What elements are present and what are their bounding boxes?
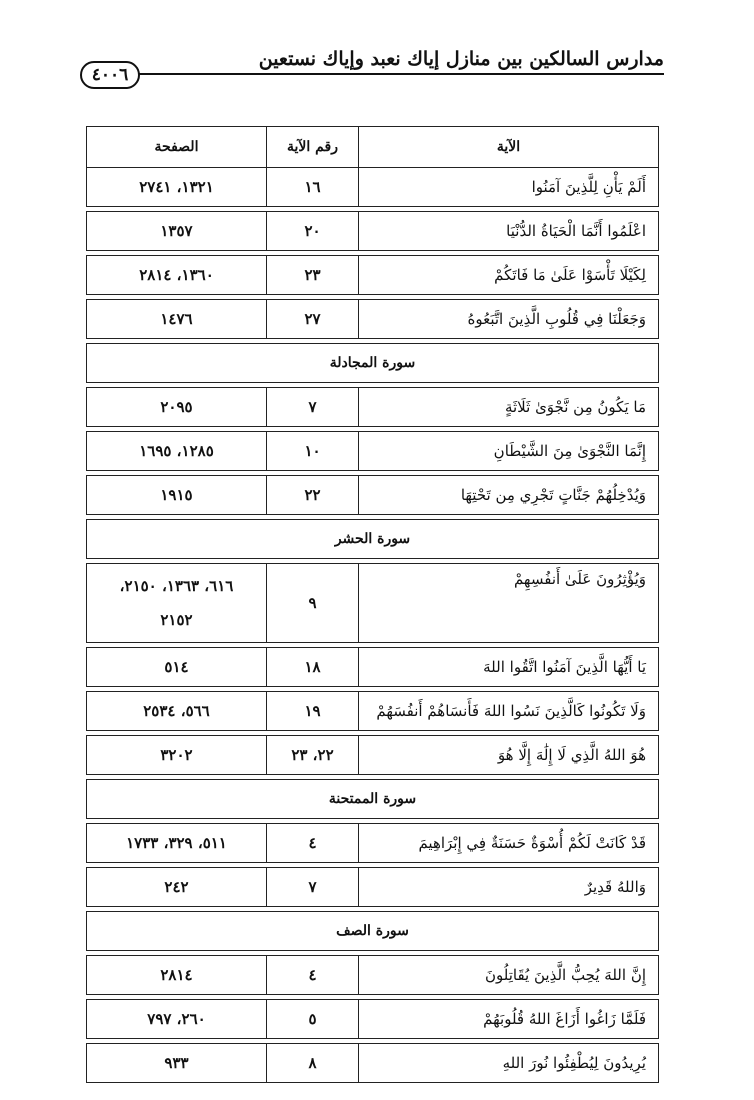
page-refs — [87, 300, 267, 339]
surah-heading-row — [87, 912, 659, 951]
ayah-text: يَا أَيُّهَا الَّذِينَ آمَنُوا اتَّقُوا اللهَ — [359, 648, 659, 687]
ayah-text: وَلَا تَكُونُوا كَالَّذِينَ نَسُوا اللهَ فَأَنسَاهُمْ أَنفُسَهُمْ — [359, 692, 659, 731]
page-refs-line: ٢٠٩٥ — [160, 398, 193, 416]
table-row — [87, 168, 659, 207]
ayah-number: ٢٣ — [267, 256, 359, 295]
header-ayah-number: رقم الآية — [267, 127, 359, 168]
ayah-number: ٨ — [267, 1044, 359, 1083]
page-refs — [87, 476, 267, 515]
page-refs-line: ١٣٦٠، ٢٨١٤ — [139, 266, 214, 284]
table-row — [87, 1044, 659, 1083]
running-title: مدارس السالكين بين منازل إياك نعبد وإياك نستعين — [258, 48, 664, 70]
page-refs — [87, 824, 267, 863]
page-refs-line: ٩٣٣ — [164, 1054, 189, 1072]
page-refs-line: ١٤٧٦ — [160, 310, 193, 328]
ayah-number: ١٠ — [267, 432, 359, 471]
page-refs — [87, 256, 267, 295]
page-refs-line: ٢١٥٢ — [160, 611, 193, 629]
ayah-text: قَدْ كَانَتْ لَكُمْ أُسْوَةٌ حَسَنَةٌ فِي إِبْرَاهِيمَ — [359, 824, 659, 863]
ayah-number: ١٩ — [267, 692, 359, 731]
ayah-text: وَجَعَلْنَا فِي قُلُوبِ الَّذِينَ اتَّبَعُوهُ — [359, 300, 659, 339]
table-row — [87, 648, 659, 687]
page-refs-line: ١٣٥٧ — [160, 222, 193, 240]
ayah-text: مَا يَكُونُ مِن نَّجْوَىٰ ثَلَاثَةٍ — [359, 388, 659, 427]
table-row — [87, 564, 659, 643]
ayah-text: وَاللهُ قَدِيرٌ — [359, 868, 659, 907]
page-refs — [87, 1044, 267, 1083]
ayah-number: ٧ — [267, 388, 359, 427]
page-header — [78, 40, 664, 98]
header-ayah: الآية — [359, 127, 659, 168]
page-refs — [87, 212, 267, 251]
table-row — [87, 212, 659, 251]
ayah-number: ٧ — [267, 868, 359, 907]
ayah-number: ٢٧ — [267, 300, 359, 339]
ayah-text: يُرِيدُونَ لِيُطْفِئُوا نُورَ اللهِ — [359, 1044, 659, 1083]
page-refs — [87, 432, 267, 471]
page-refs — [87, 564, 267, 643]
ayah-number: ٩ — [267, 564, 359, 643]
page-refs-line: ١٣٢١، ٢٧٤١ — [139, 178, 214, 196]
page-refs — [87, 1000, 267, 1039]
ayah-number: ٢٢ — [267, 476, 359, 515]
ayah-text: لِكَيْلَا تَأْسَوْا عَلَىٰ مَا فَاتَكُمْ — [359, 256, 659, 295]
table-row — [87, 736, 659, 775]
page-refs-line: ٢٤٢ — [164, 878, 189, 896]
page-refs — [87, 388, 267, 427]
page-refs-line: ١٩١٥ — [160, 486, 193, 504]
ayah-text: هُوَ اللهُ الَّذِي لَا إِلَٰهَ إِلَّا هُوَ — [359, 736, 659, 775]
ayah-number: ٤ — [267, 824, 359, 863]
surah-name: سورة الممتحنة — [87, 780, 659, 819]
surah-name: سورة الصف — [87, 912, 659, 951]
table-row — [87, 300, 659, 339]
surah-name: سورة الحشر — [87, 520, 659, 559]
table-row — [87, 824, 659, 863]
table-row — [87, 432, 659, 471]
page-refs-line: ٥٦٦، ٢٥٣٤ — [143, 702, 210, 720]
page-refs — [87, 692, 267, 731]
header-rule — [136, 73, 664, 75]
ayah-text: فَلَمَّا زَاغُوا أَزَاغَ اللهُ قُلُوبَهُمْ — [359, 1000, 659, 1039]
ayah-text: إِنَّمَا النَّجْوَىٰ مِنَ الشَّيْطَانِ — [359, 432, 659, 471]
table-header-row — [87, 127, 659, 168]
ayah-number: ٥ — [267, 1000, 359, 1039]
ayah-number: ٢٠ — [267, 212, 359, 251]
table-row — [87, 956, 659, 995]
page-refs-line: ٥١٤ — [164, 658, 189, 676]
table-row — [87, 692, 659, 731]
page-refs-line: ٦١٦، ١٣٦٣، ٢١٥٠، — [119, 577, 234, 595]
ayah-number: ٢٢، ٢٣ — [267, 736, 359, 775]
surah-name: سورة المجادلة — [87, 344, 659, 383]
page-refs — [87, 956, 267, 995]
ayah-number: ١٦ — [267, 168, 359, 207]
table-row — [87, 1000, 659, 1039]
table-row — [87, 476, 659, 515]
ayah-text: إِنَّ اللهَ يُحِبُّ الَّذِينَ يُقَاتِلُونَ — [359, 956, 659, 995]
header-page: الصفحة — [87, 127, 267, 168]
page-refs — [87, 168, 267, 207]
table-row — [87, 256, 659, 295]
page-number-badge — [80, 61, 140, 89]
page-refs — [87, 648, 267, 687]
ayah-text: وَيُؤْثِرُونَ عَلَىٰ أَنفُسِهِمْ — [359, 564, 659, 643]
surah-heading-row — [87, 520, 659, 559]
page-refs-line: ٥١١، ٣٢٩، ١٧٣٣ — [126, 834, 227, 852]
ayah-text: اعْلَمُوا أَنَّمَا الْحَيَاةُ الدُّنْيَا — [359, 212, 659, 251]
page-refs-line: ٢٨١٤ — [160, 966, 193, 984]
surah-heading-row — [87, 344, 659, 383]
ayah-number: ٤ — [267, 956, 359, 995]
table-body — [87, 168, 659, 1083]
table-row — [87, 868, 659, 907]
page-refs — [87, 868, 267, 907]
page-refs-line: ٢٦٠، ٧٩٧ — [147, 1010, 206, 1028]
page-refs — [87, 736, 267, 775]
table-row — [87, 388, 659, 427]
surah-heading-row — [87, 780, 659, 819]
page-number: ٤٠٠٦ — [91, 65, 129, 85]
ayah-index-table — [86, 126, 659, 1083]
page-refs-line: ١٢٨٥، ١٦٩٥ — [139, 442, 214, 460]
ayah-number: ١٨ — [267, 648, 359, 687]
ayah-text: أَلَمْ يَأْنِ لِلَّذِينَ آمَنُوا — [359, 168, 659, 207]
page-refs-line: ٣٢٠٢ — [160, 746, 193, 764]
ayah-text: وَيُدْخِلُهُمْ جَنَّاتٍ تَجْرِي مِن تَحْتِهَا — [359, 476, 659, 515]
